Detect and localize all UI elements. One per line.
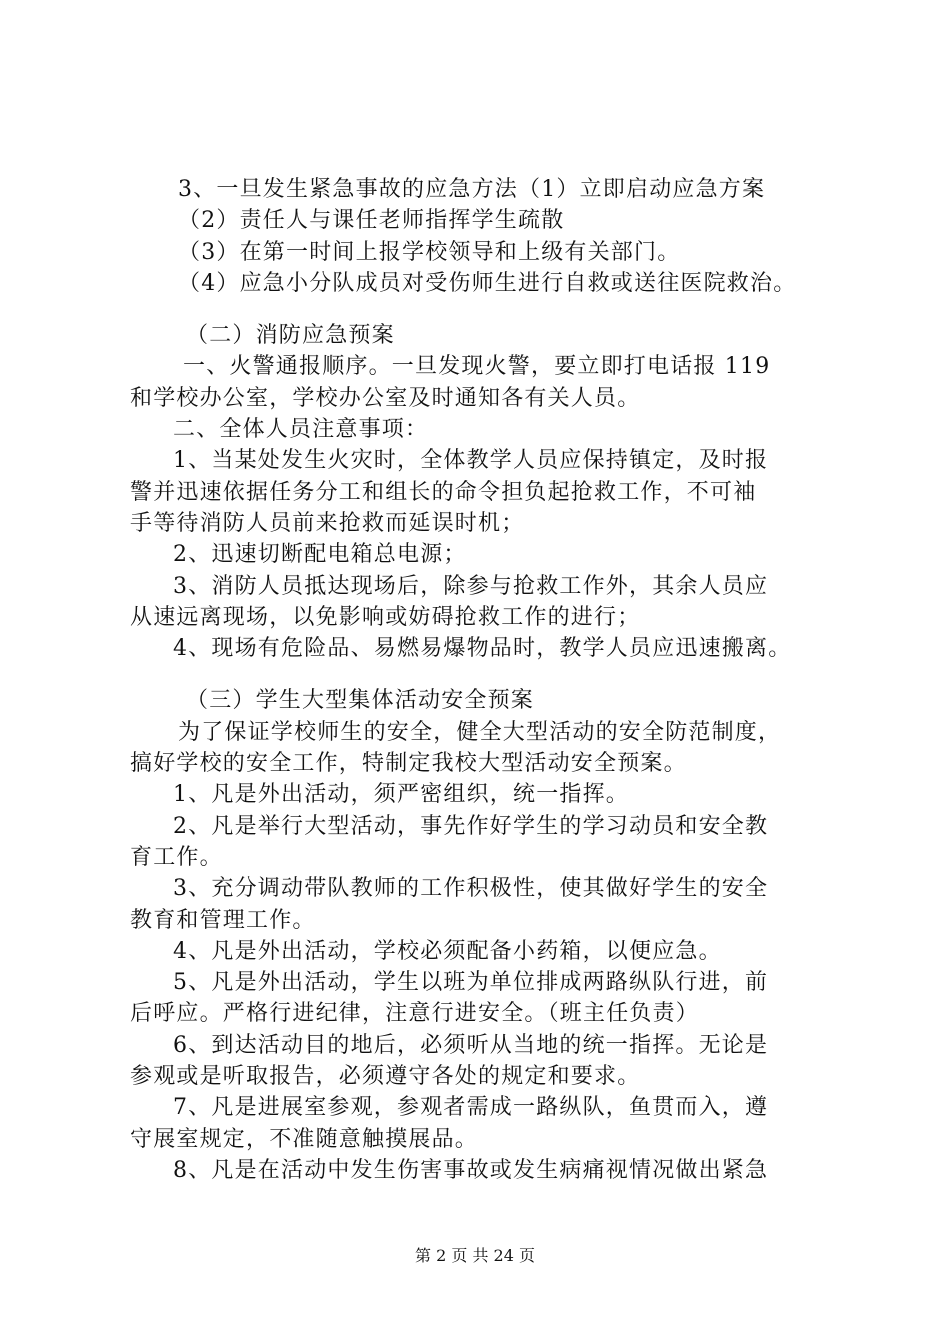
text-line: 二、全体人员注意事项：	[173, 417, 429, 443]
text-line: 3、充分调动带队教师的工作积极性，使其做好学生的安全	[173, 876, 769, 902]
text-line: 5、凡是外出活动，学生以班为单位排成两路纵队行进，前	[173, 970, 769, 996]
page-number-footer: 第 2 页 共 24 页	[415, 1246, 535, 1265]
text-line: 参观或是听取报告，必须遵守各处的规定和要求。	[130, 1064, 641, 1090]
section-heading: （三）学生大型集体活动安全预案	[186, 688, 535, 714]
text-line: （2）责任人与课任老师指挥学生疏散	[178, 208, 565, 234]
text-line: 2、迅速切断配电箱总电源；	[173, 542, 467, 568]
text-line: 搞好学校的安全工作，特制定我校大型活动安全预案。	[130, 751, 687, 777]
text-line: 6、到达活动目的地后，必须听从当地的统一指挥。无论是	[173, 1032, 769, 1058]
text-line: 教育和管理工作。	[130, 907, 316, 933]
text-line: 为了保证学校师生的安全，健全大型活动的安全防范制度，	[178, 719, 782, 745]
text-line: 从速远离现场，以免影响或妨碍抢救工作的进行；	[130, 604, 641, 630]
text-line: 7、凡是进展室参观，参观者需成一路纵队，鱼贯而入，遵	[173, 1095, 769, 1121]
text-line: 8、凡是在活动中发生伤害事故或发生病痛视情况做出紧急	[173, 1157, 769, 1183]
paragraph-gap	[130, 664, 834, 685]
text-line: 4、现场有危险品、易燃易爆物品时，教学人员应迅速搬离。	[173, 636, 792, 662]
text-line: （4）应急小分队成员对受伤师生进行自救或送往医院救治。	[178, 270, 797, 296]
text-line: 和学校办公室，学校办公室及时通知各有关人员。	[130, 385, 641, 411]
text-line: 守展室规定，不准随意触摸展品。	[130, 1126, 479, 1152]
text-line: 4、凡是外出活动，学校必须配备小药箱，以便应急。	[173, 938, 722, 964]
text-line: 1、当某处发生火灾时，全体教学人员应保持镇定，及时报	[173, 448, 769, 474]
text-line: 3、一旦发生紧急事故的应急方法（1）立即启动应急方案	[178, 177, 766, 202]
text-line: 警并迅速依据任务分工和组长的命令担负起抢救工作，不可袖	[130, 479, 757, 505]
document-body	[130, 174, 834, 1186]
text-line: （3）在第一时间上报学校领导和上级有关部门。	[178, 239, 681, 265]
text-line: 3、消防人员抵达现场后，除参与抢救工作外，其余人员应	[173, 573, 769, 599]
text-line: 育工作。	[130, 844, 223, 870]
paragraph-gap	[130, 299, 834, 320]
section-heading: （二）消防应急预案	[186, 323, 395, 349]
text-line: 后呼应。严格行进纪律，注意行进安全。（班主任负责）	[130, 1001, 700, 1027]
text-line: 一、火警通报顺序。一旦发现火警，要立即打电话报 119	[183, 354, 771, 380]
text-line: 2、凡是举行大型活动，事先作好学生的学习动员和安全教	[173, 813, 769, 839]
text-line: 1、凡是外出活动，须严密组织，统一指挥。	[173, 782, 629, 808]
text-line: 手等待消防人员前来抢救而延误时机；	[130, 510, 525, 536]
